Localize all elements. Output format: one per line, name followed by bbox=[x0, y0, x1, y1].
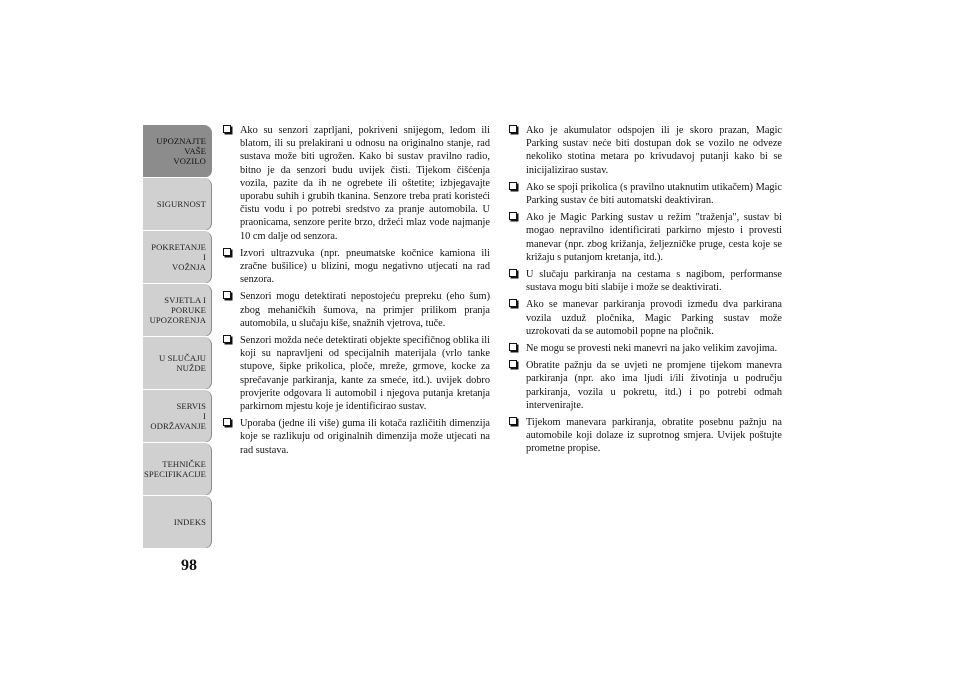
list-item-text: Senzori možda neće detektirati objekte specifičnog oblika ili koji su napravljeni od specijalnih materijala (vrlo tanke stupove, šipke prikolica, ploče, mreže, grmove, kocke za sprečavanje parkiranja, kante za smeće, itd.). uvijek dobro provjerite odgovara li automobil i njegova putanja kretanja parkirnom mjestu koje je identificirao sustav. bbox=[240, 335, 490, 413]
checkbox-bullet-icon bbox=[223, 248, 231, 256]
checkbox-bullet-icon bbox=[509, 125, 517, 133]
tab-svjetla-i-poruke[interactable] bbox=[143, 284, 212, 337]
checkbox-bullet-icon bbox=[509, 343, 517, 351]
list-item-text: Obratite pažnju da se uvjeti ne promjene tijekom manevra parkiranja (npr. ako ima ljudi i/ili životinja u području parkiranja, vozila u pokretu, itd.) i po potrebi odmah intervenirajte. bbox=[526, 360, 782, 411]
checkbox-bullet-icon bbox=[223, 125, 231, 133]
checkbox-bullet-icon bbox=[223, 335, 231, 343]
list-item bbox=[508, 124, 782, 177]
chapter-sidebar bbox=[143, 125, 212, 549]
list-item bbox=[222, 247, 490, 287]
tab-label: SIGURNOST bbox=[156, 199, 206, 209]
tab-label: POKRETANJE I VOŽNJA bbox=[151, 242, 206, 272]
checkbox-bullet-icon bbox=[223, 291, 231, 299]
tab-label: TEHNIČKE SPECIFIKACIJE bbox=[144, 459, 206, 479]
checkbox-bullet-icon bbox=[509, 212, 517, 220]
checkbox-bullet-icon bbox=[509, 299, 517, 307]
tab-u-slucaju-nuzde[interactable] bbox=[143, 337, 212, 390]
list-item bbox=[508, 416, 782, 456]
list-item-text: Tijekom manevara parkiranja, obratite posebnu pažnju na automobile koji dolaze iz suprotnog smjera. Uvijek poštujte prometne propise. bbox=[526, 417, 782, 455]
list-item bbox=[222, 417, 490, 457]
list-item-text: Ako se manevar parkiranja provodi između dva parkirana vozila uzduž pločnika, Magic Parking sustav može uzrokovati da se automobil popne na pločnik. bbox=[526, 299, 782, 337]
tab-indeks[interactable] bbox=[143, 496, 212, 549]
list-item bbox=[222, 290, 490, 330]
list-item-text: Ako se spoji prikolica (s pravilno utaknutim utikačem) Magic Parking sustav će biti automatski deaktiviran. bbox=[526, 181, 782, 207]
list-item-text: U slučaju parkiranja na cestama s nagibom, performanse sustava mogu biti slabije i može se deaktivirati. bbox=[526, 269, 782, 294]
list-item-text: Ako su senzori zaprljani, pokriveni snijegom, ledom ili blatom, ili su prelakirani u odnosu na originalno stanje, rad sustava može biti ugrožen. Kako bi sustav pravilno radio, bitno je da senzori budu uvijek čisti. Tijekom čišćenja vozila, pazite da ih ne ogrebete ili oštetite; izbjegavajte uporabu suhih i grubih tkanina. Senzore treba prati koristeći čistu vodu i po potrebi sredstvo za pranje automobila. U praonicama, senzore perite brzo, držeći mlaz vode najmanje 10 cm dalje od senzora. bbox=[240, 125, 490, 242]
list-item bbox=[508, 181, 782, 207]
tab-label: SERVIS I ODRŽAVANJE bbox=[150, 401, 206, 431]
list-item-text: Ako je Magic Parking sustav u režim "traženja", sustav bi mogao nepravilno identificirati parkirno mjesto i provesti manevar (npr. zbog križanja, željezničke pruge, cesta koje se križaju s putanjom kretanja, itd.). bbox=[526, 212, 782, 263]
right-column bbox=[508, 124, 782, 460]
list-item bbox=[508, 298, 782, 338]
list-item-text: Uporaba (jedne ili više) guma ili kotača različitih dimenzija koje se razlikuju od originalnih dimenzija može utjecati na rad sustava. bbox=[240, 418, 490, 456]
tab-label: INDEKS bbox=[173, 517, 206, 527]
left-column bbox=[222, 124, 490, 461]
checkbox-bullet-icon bbox=[509, 417, 517, 425]
checkbox-bullet-icon bbox=[223, 418, 231, 426]
list-item bbox=[222, 334, 490, 413]
list-item bbox=[508, 342, 782, 355]
page-number: 98 bbox=[181, 557, 197, 574]
list-item bbox=[222, 124, 490, 243]
tab-label: U SLUČAJU NUŽDE bbox=[159, 353, 206, 373]
checkbox-bullet-icon bbox=[509, 182, 517, 190]
list-item bbox=[508, 268, 782, 294]
tab-servis-i-odrzavanje[interactable] bbox=[143, 390, 212, 443]
checkbox-bullet-icon bbox=[509, 360, 517, 368]
tab-sigurnost[interactable] bbox=[143, 178, 212, 231]
tab-pokretanje-i-voznja[interactable] bbox=[143, 231, 212, 284]
tab-label: UPOZNAJTE VAŠE VOZILO bbox=[156, 136, 206, 166]
tab-upoznajte-vase-vozilo[interactable] bbox=[143, 125, 212, 178]
list-item-text: Senzori mogu detektirati nepostojeću prepreku (eho šum) zbog mehaničkih šumova, na primjer prilikom pranja automobila, u slučaju kiše, snažnih vjetrova, tuče. bbox=[240, 291, 490, 329]
list-item-text: Ako je akumulator odspojen ili je skoro prazan, Magic Parking sustav neće biti dostupan dok se vozilo ne odveze nekoliko stotina metara po krivudavoj putanji kako bi se inicijalizirao sustav. bbox=[526, 125, 782, 176]
tab-tehnicke-specifikacije[interactable] bbox=[143, 443, 212, 496]
tab-label: SVJETLA I PORUKE UPOZORENJA bbox=[149, 295, 206, 325]
list-item-text: Izvori ultrazvuka (npr. pneumatske kočnice kamiona ili zračne bušilice) u blizini, mogu negativno utjecati na rad senzora. bbox=[240, 247, 490, 286]
checkbox-bullet-icon bbox=[509, 269, 517, 277]
list-item bbox=[508, 211, 782, 264]
list-item-text: Ne mogu se provesti neki manevri na jako velikim zavojima. bbox=[526, 343, 778, 355]
list-item bbox=[508, 359, 782, 412]
